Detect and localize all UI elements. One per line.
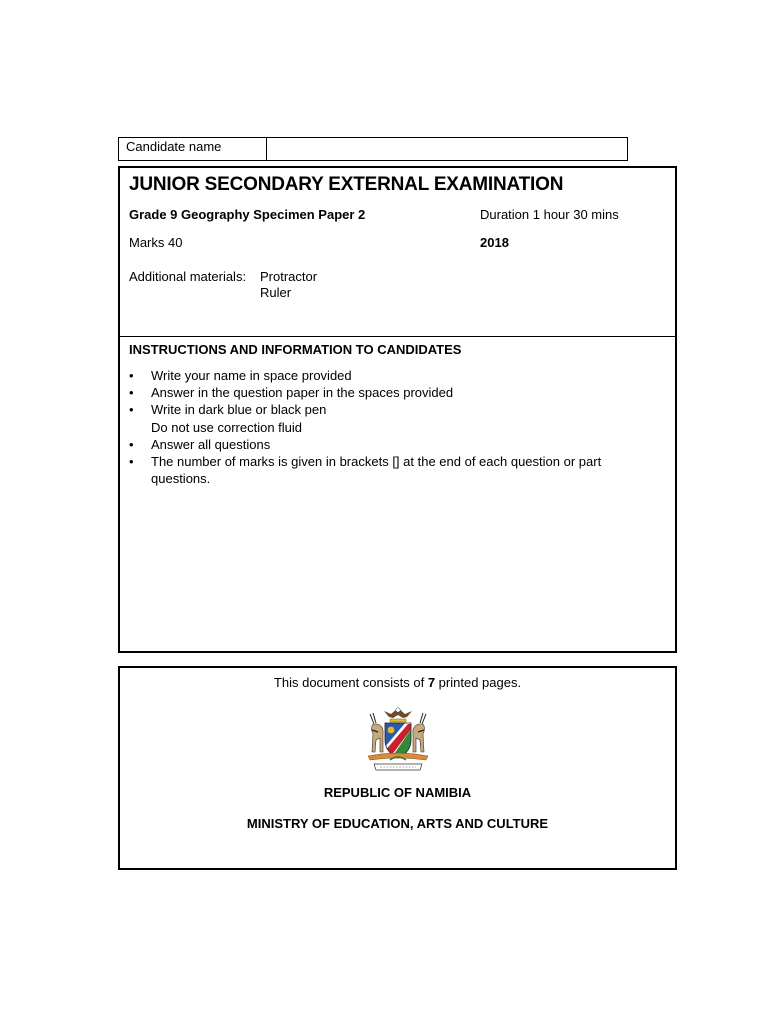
page-count-suffix: printed pages. (435, 675, 522, 690)
instruction-item: • The number of marks is given in brackets [] at the end of each question or part questions. (129, 453, 654, 487)
instruction-item: • Answer all questions (129, 436, 654, 453)
materials-label: Additional materials: (129, 269, 247, 284)
paper-subject: Grade 9 Geography Specimen Paper 2 (129, 207, 366, 222)
paper-marks: Marks 40 (129, 235, 183, 250)
candidate-name-label: Candidate name (119, 138, 267, 160)
material-item: Ruler (260, 285, 292, 300)
exam-header-box (118, 166, 677, 337)
instruction-item: Do not use correction fluid (151, 419, 303, 435)
instructions-title: INSTRUCTIONS AND INFORMATION TO CANDIDATES (129, 342, 462, 357)
page-count-prefix: This document consists of (273, 675, 428, 690)
footer-box (118, 666, 677, 870)
candidate-name-row (118, 137, 628, 161)
page-count-number: 7 (427, 675, 436, 690)
paper-year: 2018 (480, 235, 509, 250)
ministry-name: MINISTRY OF EDUCATION, ARTS AND CULTURE (246, 816, 549, 831)
instruction-item: • Write in dark blue or black pen (129, 401, 654, 418)
namibia-coat-of-arms-icon (360, 704, 436, 776)
material-item: Protractor (260, 269, 318, 284)
paper-duration: Duration 1 hour 30 mins (480, 207, 619, 222)
exam-title: JUNIOR SECONDARY EXTERNAL EXAMINATION (129, 174, 564, 195)
instruction-item: • Answer in the question paper in the spaces provided (129, 384, 654, 401)
instruction-item: • Write your name in space provided (129, 367, 654, 384)
republic-name: REPUBLIC OF NAMIBIA (323, 785, 472, 800)
candidate-name-field[interactable] (267, 138, 627, 160)
instructions-box (118, 337, 677, 653)
instructions-list (129, 367, 654, 487)
page-count-note (120, 675, 675, 690)
